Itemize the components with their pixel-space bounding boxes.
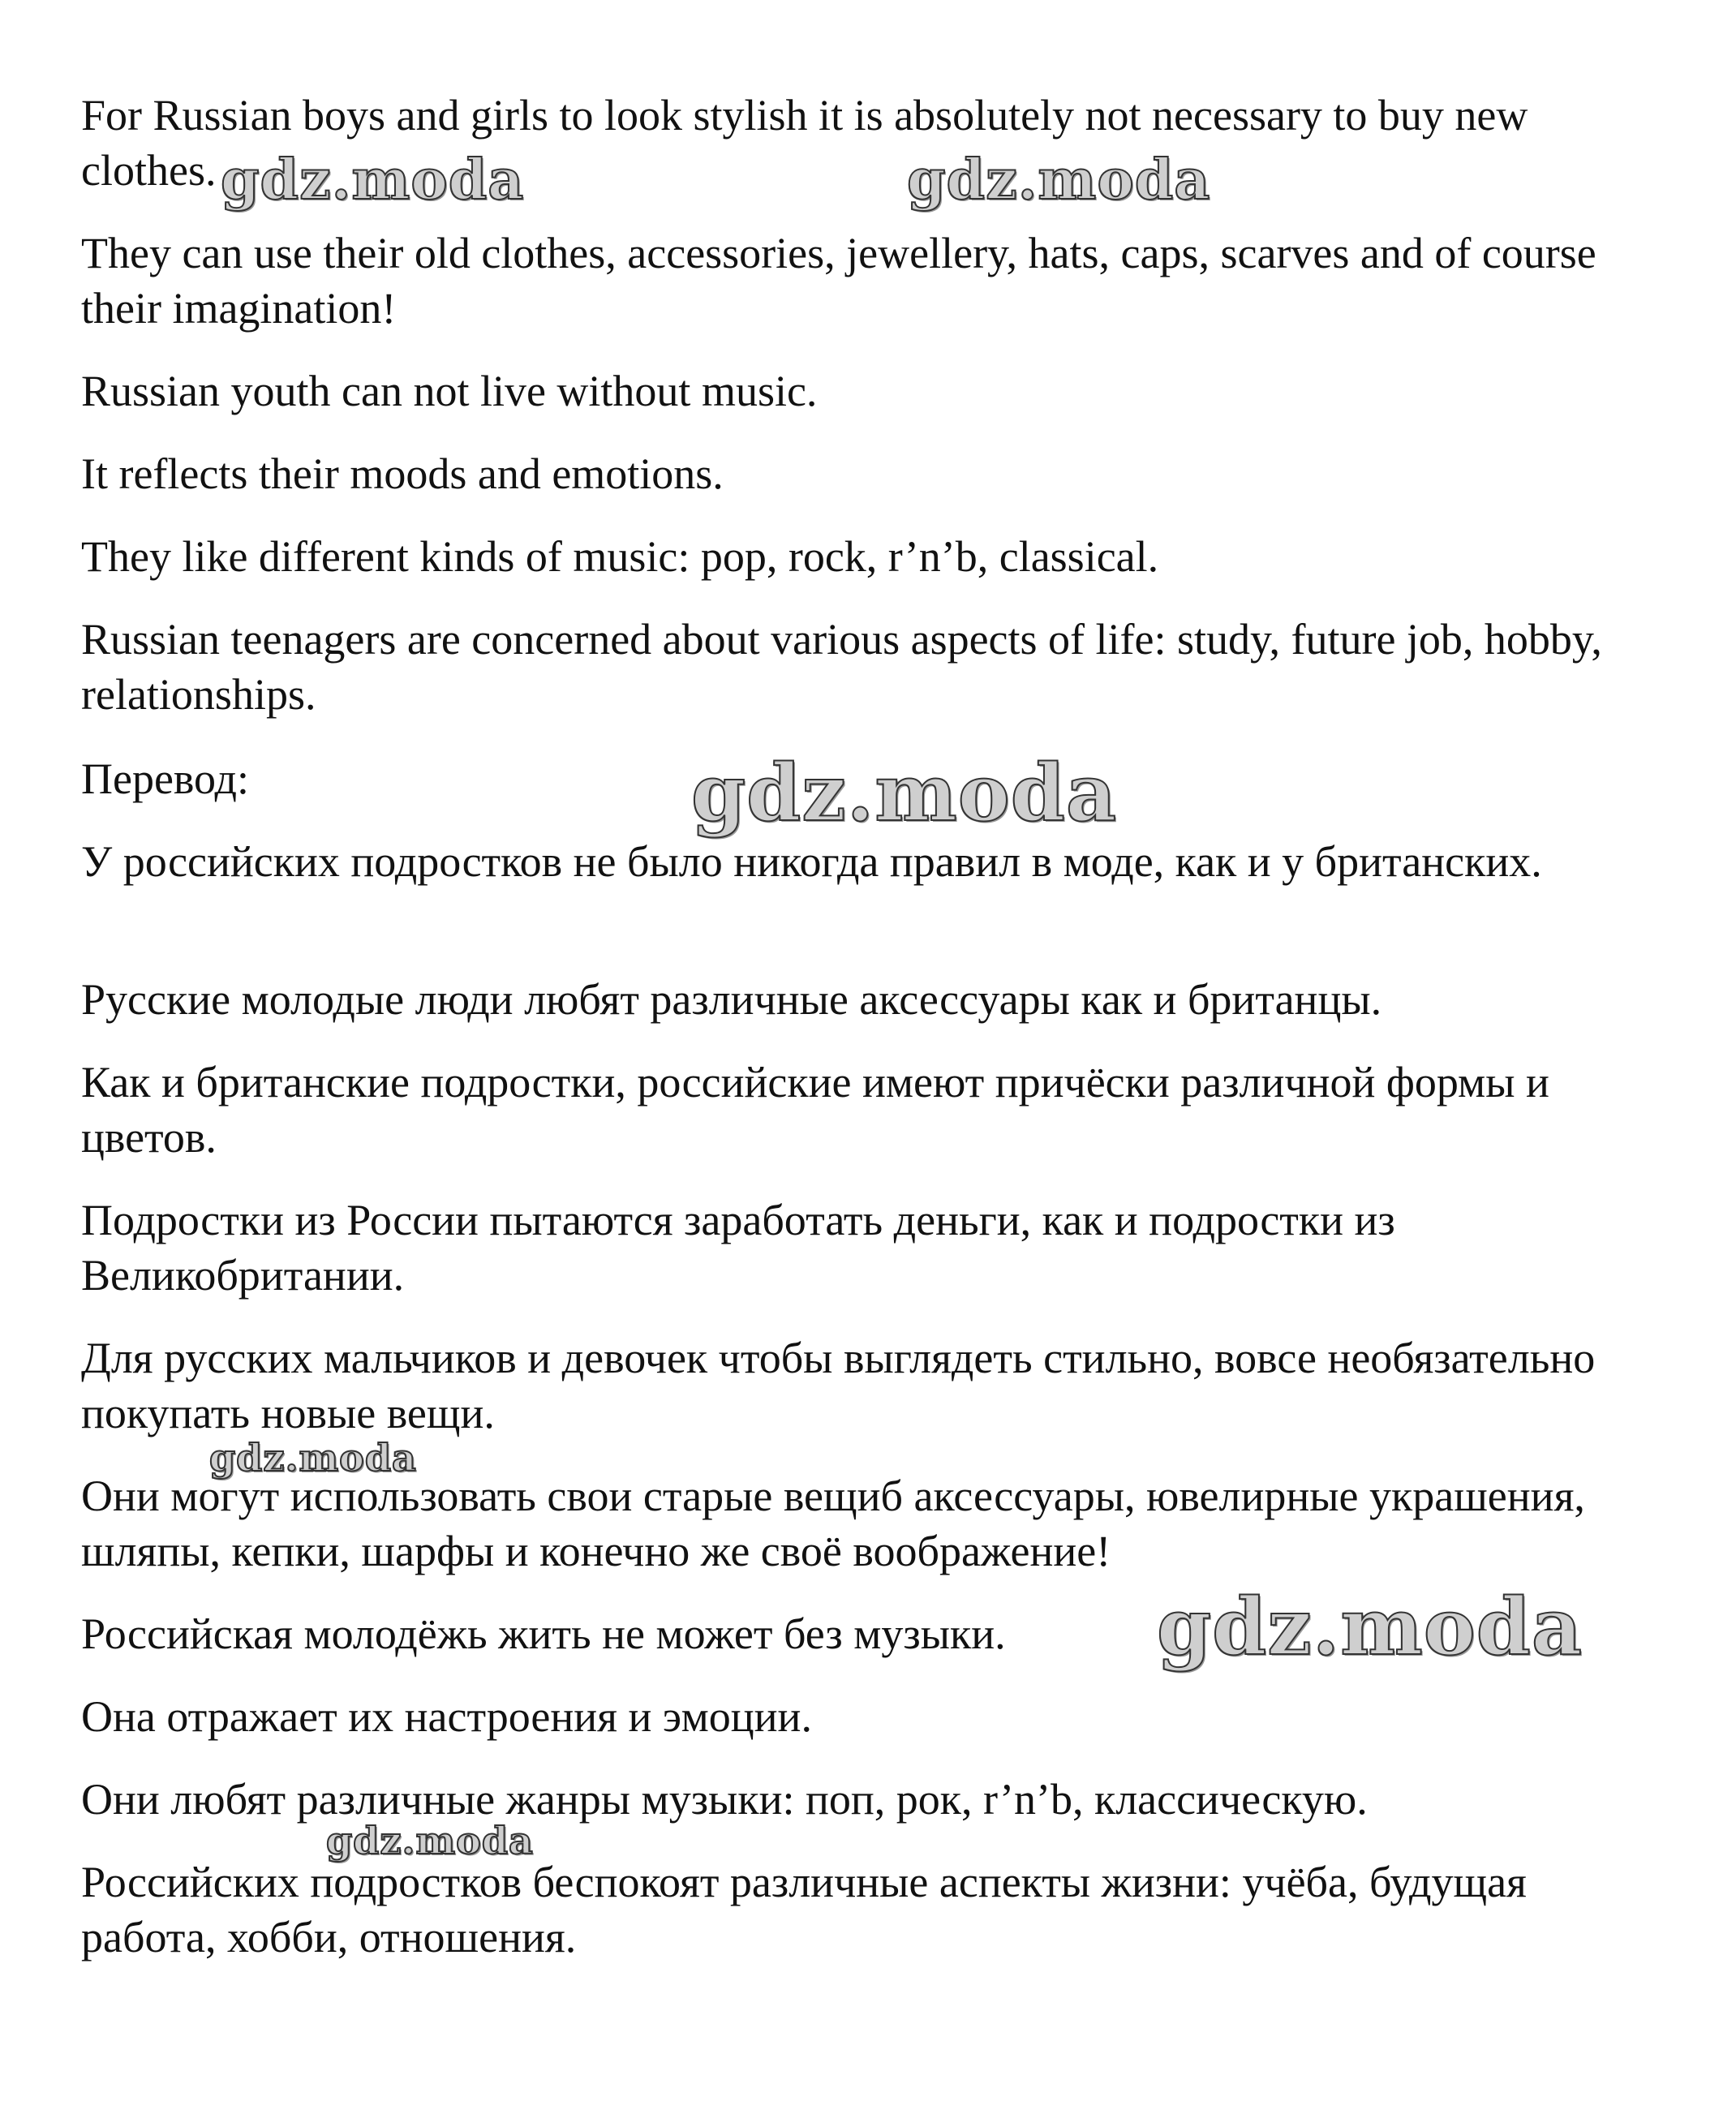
paragraph: У российских подростков не было никогда правил в моде, как и у британских. [81,837,1542,886]
watermark-logo: gdz.moda [326,1819,534,1863]
paragraph: Как и британские подростки, российские имеют причёски различной формы и цветов. [81,1058,1549,1162]
watermark-logo: gdz.moda [209,1436,417,1480]
paragraph: It reflects their moods and emotions. [81,449,724,498]
paragraph: Российская молодёжь жить не может без музыки. [81,1609,1006,1658]
paragraph: Российских подростков беспокоят различные аспекты жизни: учёба, будущая работа, хобби, отношения. [81,1858,1527,1962]
paragraph: They like different kinds of music: pop, rock, r’n’b, classical. [81,532,1159,581]
paragraph: Они могут использовать свои старые вещиб аксессуары, ювелирные украшения, шляпы, кепки, шарфы и конечно же своё воображение! [81,1472,1585,1575]
section-heading-translation: Перевод: [81,754,249,803]
paragraph: Она отражает их настроения и эмоции. [81,1692,812,1741]
paragraph: Они любят различные жанры музыки: поп, рок, r’n’b, классическую. [81,1775,1368,1824]
watermark-logo: gdz.moda [221,148,525,213]
paragraph: Для русских мальчиков и девочек чтобы выглядеть стильно, вовсе необязательно покупать новые вещи. [81,1334,1596,1437]
paragraph: Russian teenagers are concerned about various aspects of life: study, future job, hobby, relationships. [81,615,1602,719]
paragraph: Russian youth can not live without music. [81,367,818,415]
watermark-logo: gdz.moda [1157,1581,1583,1673]
paragraph: Подростки из России пытаются заработать деньги, как и подростки из Великобритании. [81,1196,1395,1300]
paragraph: For Russian boys and girls to look stylish it is absolutely not necessary to buy new clothes. [81,91,1528,195]
watermark-logo: gdz.moda [691,747,1118,839]
watermark-logo: gdz.moda [907,148,1211,213]
paragraph: They can use their old clothes, accessories, jewellery, hats, caps, scarves and of course their imagination! [81,229,1596,333]
paragraph: Русские молодые люди любят различные аксессуары как и британцы. [81,975,1382,1024]
